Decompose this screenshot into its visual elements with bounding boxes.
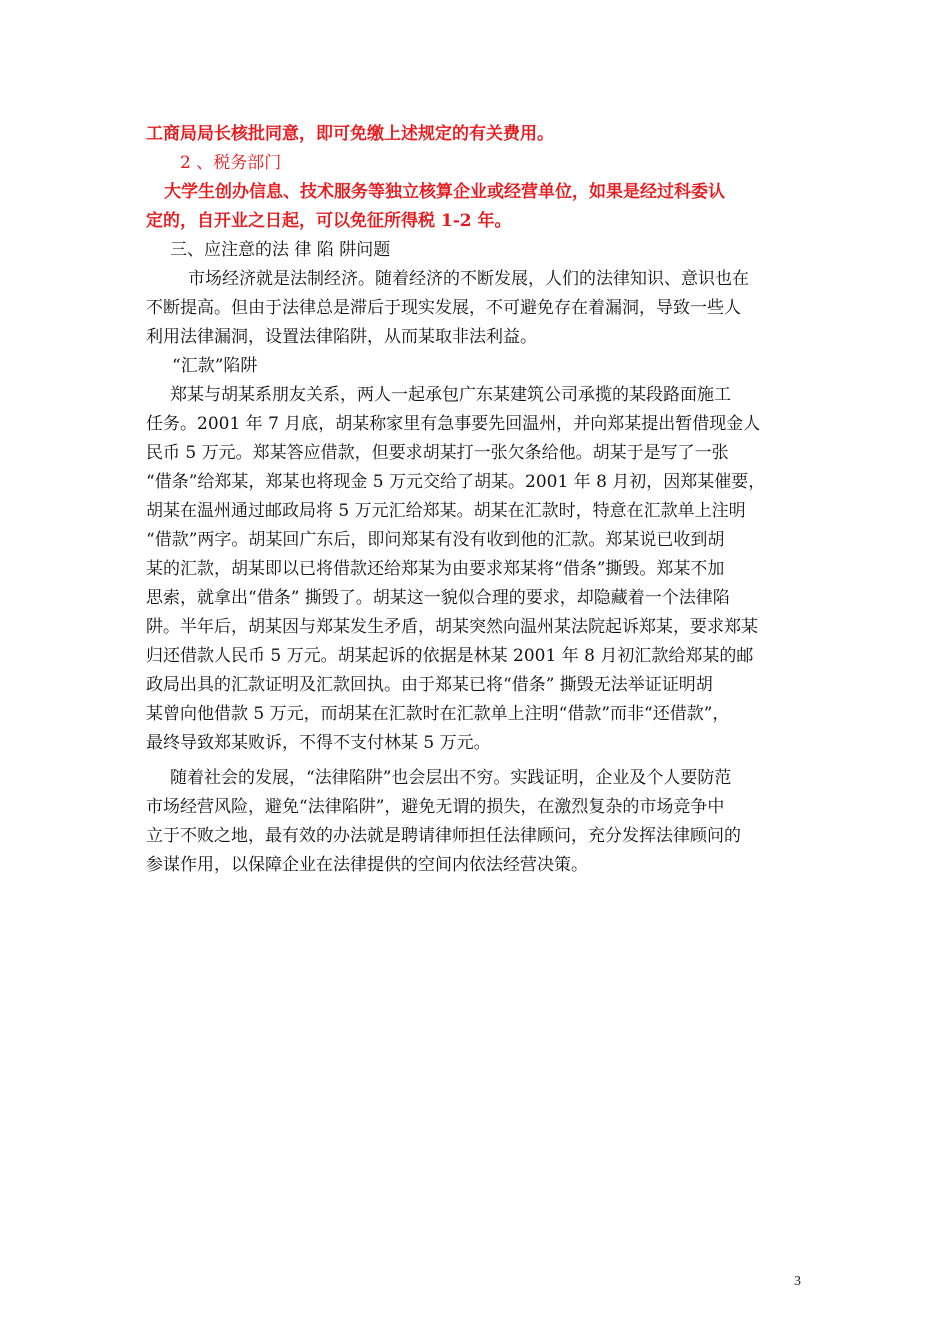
case-line: 某的汇款，胡某即以已将借款还给郑某为由要求郑某将“借条”撕毁。郑某不加 [146, 559, 725, 579]
case-line: “借条”给郑某，郑某也将现金 5 万元交给了胡某。2001 年 8 月初，因郑某催要， [146, 472, 766, 492]
case-line: 最终导致郑某败诉，不得不支付林某 5 万元。 [146, 733, 491, 753]
intro-line: 不断提高。但由于法律总是滞后于现实发展，不可避免存在着漏洞，导致一些人 [146, 298, 741, 318]
case-line: “借款”两字。胡某回广东后，即问郑某有没有收到他的汇款。郑某说已收到胡 [146, 530, 725, 550]
case-line: 思索，就拿出“借条” 撕毁了。胡某这一貌似合理的要求，却隐藏着一个法律陷 [146, 588, 730, 608]
case-line: 郑某与胡某系朋友关系，两人一起承包广东某建筑公司承揽的某段路面施工 [170, 385, 731, 405]
conclusion-line: 市场经营风险，避免“法律陷阱”，避免无谓的损失，在激烈复杂的市场竞争中 [146, 797, 725, 817]
page-number: 3 [794, 1274, 801, 1289]
case-line: 民币 5 万元。郑某答应借款，但要求胡某打一张欠条给他。胡某于是写了一张 [146, 443, 729, 463]
tax-line: 定的，自开业之日起，可以免征所得税 1-2 年。 [146, 211, 512, 231]
case-line: 归还借款人民币 5 万元。胡某起诉的依据是林某 2001 年 8 月初汇款给郑某的邮 [146, 646, 754, 666]
red-intro-line: 工商局局长核批同意，即可免缴上述规定的有关费用。 [146, 124, 554, 144]
section-heading: 三、应注意的法 律 陷 阱问题 [170, 240, 391, 260]
case-title: “汇款”陷阱 [172, 356, 258, 376]
tax-line: 大学生创办信息、技术服务等独立核算企业或经营单位，如果是经过科委认 [164, 182, 725, 202]
case-line: 政局出具的汇款证明及汇款回执。由于郑某已将“借条” 撕毁无法举证证明胡 [146, 675, 713, 695]
intro-line: 利用法律漏洞，设置法律陷阱，从而某取非法利益。 [146, 327, 537, 347]
conclusion-line: 随着社会的发展，“法律陷阱”也会层出不穷。实践证明，企业及个人要防范 [170, 768, 732, 788]
case-line: 胡某在温州通过邮政局将 5 万元汇给郑某。胡某在汇款时，特意在汇款单上注明 [146, 501, 746, 521]
page-content [146, 120, 822, 880]
case-line: 某曾向他借款 5 万元，而胡某在汇款时在汇款单上注明“借款”而非“还借款”， [146, 704, 730, 724]
case-line: 阱。半年后，胡某因与郑某发生矛盾，胡某突然向温州某法院起诉郑某，要求郑某 [146, 617, 758, 637]
conclusion-line: 参谋作用，以保障企业在法律提供的空间内依法经营决策。 [146, 855, 588, 875]
conclusion-line: 立于不败之地，最有效的办法就是聘请律师担任法律顾问，充分发挥法律顾问的 [146, 826, 741, 846]
tax-heading: 2 、税务部门 [180, 153, 282, 173]
case-line: 任务。2001 年 7 月底，胡某称家里有急事要先回温州，并向郑某提出暂借现金人 [146, 414, 761, 434]
intro-line: 市场经济就是法制经济。随着经济的不断发展，人们的法律知识、意识也在 [188, 269, 749, 289]
